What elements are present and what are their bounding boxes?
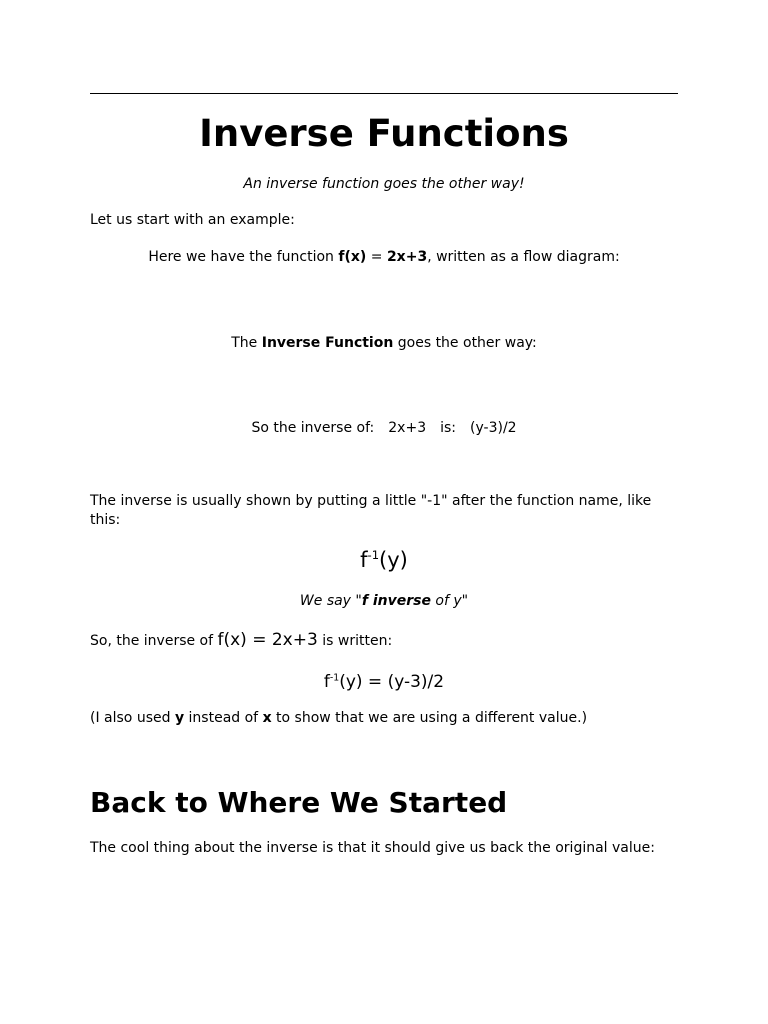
so-inverse-is: is:: [440, 420, 457, 436]
written-f: f: [323, 672, 330, 692]
notation-f: f: [360, 548, 368, 572]
example-func: f(x): [338, 249, 367, 265]
note-pre: (I also used: [90, 710, 175, 726]
note-line: [90, 710, 587, 726]
notation-formula: [0, 548, 768, 572]
written-formula: [0, 672, 768, 692]
so-inverse-line: [0, 420, 768, 436]
notation-sup: -1: [367, 548, 380, 562]
so-inverse-label: So the inverse of:: [251, 420, 375, 436]
written-rest: (y) = (y-3)/2: [339, 672, 445, 692]
so-inverse-result: (y-3)/2: [470, 420, 517, 436]
note-x: x: [262, 710, 272, 726]
example-expr: 2x+3: [386, 249, 428, 265]
we-say-post: of y": [430, 593, 469, 609]
intro-text: Let us start with an example:: [90, 212, 295, 228]
so-written-line: [90, 630, 392, 650]
inverse-function-line: [0, 335, 768, 351]
we-say-bold: f inverse: [361, 593, 431, 609]
example-line: [0, 249, 768, 265]
example-pre: Here we have the function: [148, 249, 339, 265]
we-say-pre: We say ": [299, 593, 362, 609]
notation-paragraph: The inverse is usually shown by putting a little "-1" after the function name, like this:: [90, 493, 652, 528]
page-title: Inverse Functions: [199, 112, 569, 155]
so-inverse-expr: 2x+3: [388, 420, 427, 436]
so-written-formula: f(x) = 2x+3: [217, 630, 318, 650]
so-written-pre: So, the inverse of: [90, 633, 218, 649]
note-y: y: [174, 710, 185, 726]
inverse-post: goes the other way:: [393, 335, 537, 351]
section-heading: Back to Where We Started: [90, 786, 508, 819]
we-say-line: [0, 593, 768, 609]
note-mid: instead of: [184, 710, 263, 726]
note-post: to show that we are using a different value.): [271, 710, 588, 726]
subtitle: An inverse function goes the other way!: [243, 176, 525, 192]
inverse-bold: Inverse Function: [261, 335, 394, 351]
notation-arg: (y): [379, 548, 408, 572]
inverse-pre: The: [231, 335, 262, 351]
top-rule: [90, 93, 678, 94]
section-paragraph: The cool thing about the inverse is that it should give us back the original value:: [90, 840, 655, 856]
written-sup: -1: [329, 672, 340, 684]
so-written-post: is written:: [317, 633, 393, 649]
example-post: , written as a flow diagram:: [427, 249, 620, 265]
example-eq: =: [366, 249, 387, 265]
